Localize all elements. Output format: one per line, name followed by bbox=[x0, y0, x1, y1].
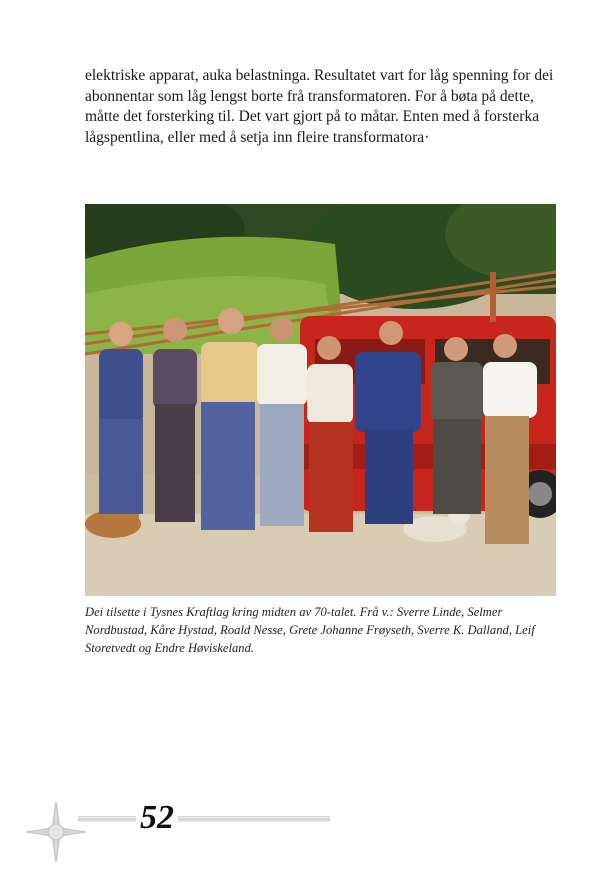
group-photo bbox=[85, 204, 556, 596]
body-paragraph: elektriske apparat, auka belastninga. Resultatet vart for låg spenning for dei abonnentar som låg lengst borte frå transformatoren. For å bøta på dette, måtte det forsterking til. Det vart gjort på to måtar. Enten med å forsterka lågspentlina, eller med å setja inn fleire transformatora· bbox=[85, 67, 554, 146]
page-number: 52 bbox=[136, 798, 178, 838]
footer-rule bbox=[78, 816, 330, 822]
photo-caption: Dei tilsette i Tysnes Kraftlag kring midten av 70-talet. Frå v.: Sverre Linde, Selmer Nordbustad, Kåre Hystad, Roald Nesse, Grete Johanne Frøyseth, Sverre K. Dalland, Leif Storetvedt og Endre Høviskeland. bbox=[85, 605, 535, 655]
compass-emblem-icon bbox=[24, 800, 88, 864]
